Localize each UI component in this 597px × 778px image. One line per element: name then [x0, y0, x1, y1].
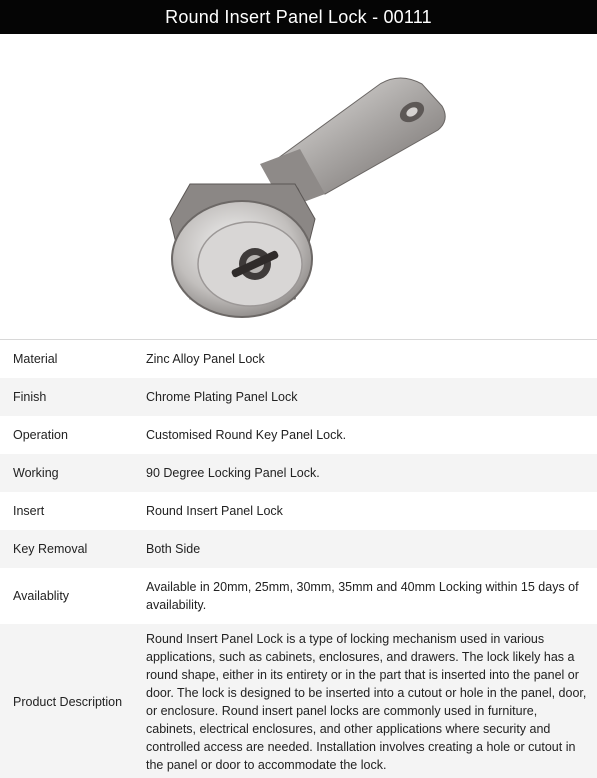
spec-value: Zinc Alloy Panel Lock — [146, 351, 265, 366]
spec-value: Both Side — [146, 541, 201, 556]
table-row — [0, 530, 597, 568]
spec-label: Material — [13, 351, 58, 366]
spec-value: Round Insert Panel Lock is a type of locking mechanism used in various applications, such as cabinets, enclosures, and drawers. The lock likely has a round shape, either in its entirety or in the part that is inserted into the panel or door. The lock is designed to be inserted into a cutout or hole in the panel, door, or enclosure. Round insert panel locks are commonly used in furniture, cabinets, electrical enclosures, and other applications where security and controlled access are needed. Installation involves creating a hole or cutout in the panel or door to accommodate the lock. — [146, 631, 587, 772]
table-row — [0, 378, 597, 416]
spec-table — [0, 339, 597, 778]
table-row — [0, 340, 597, 378]
spec-label: Working — [13, 465, 59, 480]
spec-value: Round Insert Panel Lock — [146, 503, 283, 518]
panel-lock-photo-icon — [150, 54, 460, 334]
table-row — [0, 416, 597, 454]
spec-label: Finish — [13, 389, 47, 404]
spec-label: Insert — [13, 503, 45, 518]
spec-value: 90 Degree Locking Panel Lock. — [146, 465, 320, 480]
page-title-bar — [0, 0, 597, 34]
spec-value: Customised Round Key Panel Lock. — [146, 427, 347, 442]
table-row — [0, 568, 597, 624]
spec-label: Operation — [13, 427, 68, 442]
spec-value: Chrome Plating Panel Lock — [146, 389, 298, 404]
page-title: Round Insert Panel Lock - 00111 — [165, 6, 432, 27]
product-image-area — [0, 34, 597, 338]
spec-label: Product Description — [13, 694, 123, 709]
table-row — [0, 492, 597, 530]
table-row — [0, 624, 597, 778]
spec-label: Availablity — [13, 588, 70, 603]
spec-value: Available in 20mm, 25mm, 30mm, 35mm and 40mm Locking within 15 days of availability. — [146, 579, 579, 612]
table-row — [0, 454, 597, 492]
spec-label: Key Removal — [13, 541, 88, 556]
